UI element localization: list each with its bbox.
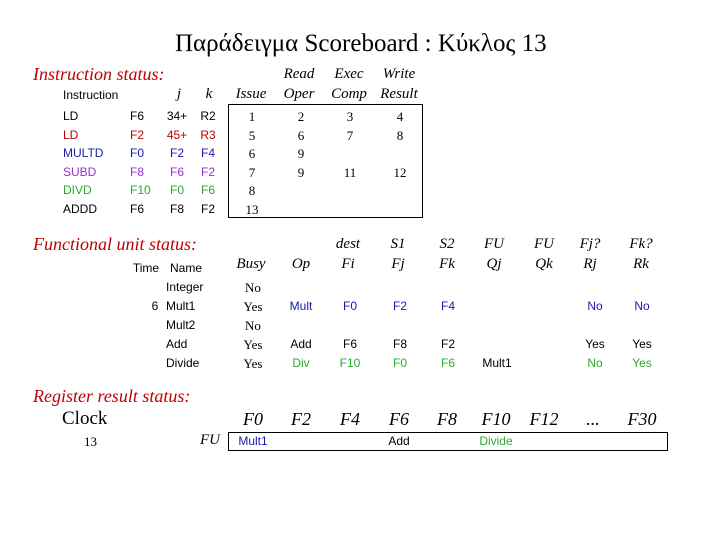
- fu-fi: F10: [339, 356, 361, 370]
- fu-busy: No: [245, 280, 261, 295]
- fu-name: Mult2: [166, 318, 196, 332]
- instruction-j: 34+: [166, 109, 188, 123]
- instruction-op: DIVD: [63, 183, 92, 197]
- instruction-dest: F6: [130, 109, 145, 123]
- instruction-header: k: [205, 86, 213, 102]
- instruction-header: Result: [380, 86, 418, 102]
- instruction-exec: 7: [346, 127, 354, 143]
- register-header: F30: [627, 409, 657, 429]
- fu-header: Qj: [486, 256, 502, 272]
- fu-header-top: FU: [534, 236, 554, 252]
- fu-header: Qk: [535, 256, 553, 272]
- fu-qj: Mult1: [482, 356, 512, 370]
- clock-value: 13: [84, 434, 97, 449]
- fu-header: Fk: [439, 256, 455, 272]
- fu-header-top: S1: [390, 236, 406, 252]
- instruction-op: ADDD: [63, 201, 98, 216]
- fu-row-label: FU: [200, 432, 220, 448]
- instruction-op: SUBD: [63, 164, 97, 179]
- instruction-status-label: Instruction status:: [33, 64, 165, 84]
- instruction-header: j: [176, 86, 182, 102]
- instruction-header: Instruction: [63, 88, 119, 102]
- register-table-right-line: [667, 432, 668, 451]
- instruction-read: 6: [297, 127, 305, 143]
- fu-fk: F4: [440, 299, 455, 313]
- functional-unit-status-label: Functional unit status:: [33, 234, 197, 254]
- instruction-k: F6: [200, 183, 215, 197]
- register-header: F12: [529, 409, 559, 429]
- instruction-table-left-line: [228, 104, 229, 218]
- instruction-table-bottom-line: [228, 217, 423, 218]
- fu-op: Add: [290, 337, 312, 351]
- instruction-op: LD: [63, 109, 79, 123]
- fu-rj: No: [587, 356, 603, 370]
- fu-fk: F6: [440, 356, 455, 370]
- register-header: F8: [437, 409, 457, 429]
- register-header: F0: [243, 409, 263, 429]
- instruction-write: 12: [393, 164, 407, 180]
- register-value: Mult1: [238, 434, 268, 448]
- fu-header: Name: [169, 261, 202, 275]
- fu-fj: F0: [392, 356, 407, 370]
- fu-header: Fj: [391, 256, 405, 272]
- instruction-exec: 3: [346, 109, 354, 124]
- fu-header: Op: [291, 256, 311, 272]
- fu-header-top: FU: [484, 236, 504, 252]
- instruction-j: F6: [169, 164, 184, 179]
- fu-busy: Yes: [243, 356, 263, 371]
- instruction-table-right-line: [422, 104, 423, 218]
- instruction-k: R2: [200, 109, 216, 123]
- instruction-exec: 11: [343, 164, 357, 180]
- register-table-bottom-line: [228, 450, 668, 451]
- fu-header-top: Fk?: [629, 236, 653, 252]
- fu-header: Rk: [633, 256, 649, 272]
- fu-header-top: S2: [439, 236, 455, 252]
- fu-time: 6: [151, 299, 159, 313]
- instruction-dest: F2: [130, 127, 145, 142]
- fu-name: Mult1: [166, 299, 196, 313]
- register-value: Add: [388, 434, 410, 448]
- instruction-header: Issue: [235, 86, 267, 102]
- fu-fj: F2: [392, 299, 407, 313]
- instruction-j: F2: [169, 146, 184, 160]
- instruction-table-top-line: [228, 104, 423, 105]
- instruction-header-top: Exec: [334, 66, 364, 82]
- fu-header-top: dest: [335, 236, 361, 252]
- instruction-issue: 7: [248, 164, 256, 180]
- instruction-j: F0: [169, 183, 184, 197]
- instruction-k: F2: [200, 201, 215, 216]
- instruction-k: F4: [200, 146, 215, 160]
- fu-op: Div: [292, 356, 310, 370]
- instruction-write: 8: [396, 127, 404, 143]
- fu-busy: No: [245, 318, 261, 333]
- instruction-read: 9: [297, 164, 305, 180]
- register-table-left-line: [228, 432, 229, 451]
- instruction-header-top: Write: [382, 66, 416, 82]
- clock-label: Clock: [62, 408, 108, 429]
- instruction-op: MULTD: [63, 146, 104, 160]
- fu-header: Time: [132, 261, 160, 275]
- slide-title: Παράδειγμα Scoreboard : Κύκλος 13: [175, 30, 547, 57]
- instruction-issue: 1: [248, 109, 256, 124]
- instruction-issue: 8: [248, 183, 256, 198]
- fu-busy: Yes: [243, 299, 263, 314]
- instruction-issue: 5: [248, 127, 256, 143]
- instruction-k: F2: [200, 164, 215, 179]
- fu-busy: Yes: [243, 337, 263, 352]
- fu-rj: No: [587, 299, 603, 313]
- fu-rk: No: [634, 299, 650, 313]
- register-header: ...: [586, 409, 600, 429]
- fu-header: Fi: [341, 256, 355, 272]
- instruction-j: 45+: [166, 127, 188, 142]
- register-header: F10: [481, 409, 511, 429]
- instruction-dest: F0: [130, 146, 145, 160]
- instruction-dest: F10: [130, 183, 151, 197]
- instruction-dest: F8: [130, 164, 145, 179]
- fu-header: Busy: [236, 256, 266, 272]
- instruction-issue: 13: [245, 201, 259, 217]
- fu-op: Mult: [289, 299, 313, 313]
- fu-fi: F6: [342, 337, 357, 351]
- register-header: F4: [340, 409, 360, 429]
- instruction-write: 4: [396, 109, 404, 124]
- instruction-header: Comp: [331, 86, 367, 102]
- fu-fi: F0: [342, 299, 357, 313]
- fu-rk: Yes: [632, 337, 652, 351]
- register-value: Divide: [479, 434, 513, 448]
- instruction-header: Oper: [283, 86, 315, 102]
- instruction-header-top: Read: [283, 66, 315, 82]
- instruction-k: R3: [200, 127, 216, 142]
- fu-name: Integer: [166, 280, 204, 294]
- instruction-read: 2: [297, 109, 305, 124]
- instruction-j: F8: [169, 201, 184, 216]
- fu-fk: F2: [440, 337, 455, 351]
- fu-fj: F8: [392, 337, 407, 351]
- fu-rj: Yes: [585, 337, 605, 351]
- fu-header: Rj: [583, 256, 597, 272]
- fu-name: Divide: [166, 356, 200, 370]
- register-table-top-line: [228, 432, 668, 433]
- instruction-issue: 6: [248, 146, 256, 161]
- register-header: F6: [389, 409, 409, 429]
- fu-rk: Yes: [632, 356, 652, 370]
- fu-header-top: Fj?: [579, 236, 601, 252]
- register-header: F2: [291, 409, 311, 429]
- register-result-status-label: Register result status:: [33, 386, 191, 406]
- instruction-read: 9: [297, 146, 305, 161]
- instruction-op: LD: [63, 127, 79, 142]
- fu-name: Add: [166, 337, 188, 351]
- instruction-dest: F6: [130, 201, 145, 216]
